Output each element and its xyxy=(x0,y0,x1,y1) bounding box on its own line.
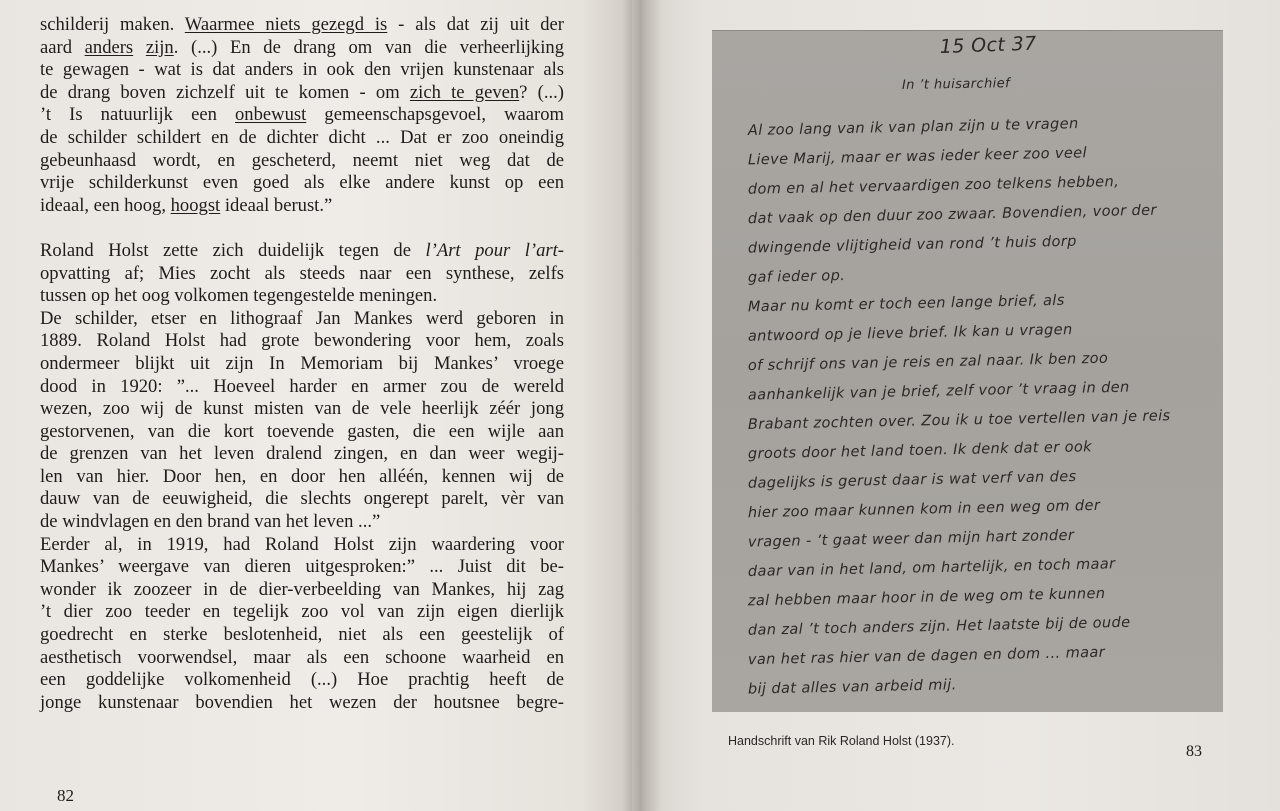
handwritten-line: of schrijf ons van je reis en zal naar. Ik ben zoo xyxy=(747,350,1109,375)
underlined-text: onbewust xyxy=(235,104,307,126)
text-line xyxy=(40,669,564,692)
handwritten-line: daar van in het land, om hartelijk, en toch maar xyxy=(747,556,1116,580)
text-run: 1889. Roland Holst had grote bewondering voor hem, zoals xyxy=(40,330,564,352)
text-line xyxy=(40,150,564,173)
text-run: vrije schilderkunst even goed als elke andere kunst op een xyxy=(40,172,564,194)
text-line xyxy=(40,14,564,37)
text-line xyxy=(40,511,564,534)
text-run: ’t Is natuurlijk een xyxy=(40,104,235,126)
text-line xyxy=(40,398,564,421)
text-run: dauw van de eeuwigheid, die slechts ongerept parelt, vèr van xyxy=(40,488,564,510)
text-line xyxy=(40,488,564,511)
text-line xyxy=(40,556,564,579)
text-run: de grenzen van het leven dralend zingen, en dan weer wegij- xyxy=(40,443,564,465)
handwritten-line: dat vaak op den duur zoo zwaar. Bovendien, voor der xyxy=(747,202,1158,228)
text-run: schilderij maken. xyxy=(40,14,185,35)
handwriting-svg xyxy=(712,31,1223,712)
text-run: wezen, zoo wij de kunst misten van de vele heerlijk zéér jong xyxy=(40,398,564,420)
text-run: aesthetisch voorwendsel, maar als een schoone waarheid en xyxy=(40,646,564,668)
text-run: de windvlagen en den brand van het leven ...” xyxy=(40,511,381,533)
handwritten-line: dom en al het vervaardigen zoo telkens hebben, xyxy=(747,174,1120,198)
figure-caption: Handschrift van Rik Roland Holst (1937). xyxy=(728,734,955,748)
text-run: te gewagen - wat is dat anders in ook den vrijen kunstenaar als xyxy=(40,59,564,81)
text-run: ’t dier zoo teeder en tegelijk zoo vol van zijn eigen dierlijk xyxy=(40,601,564,623)
text-line xyxy=(40,601,564,624)
text-line xyxy=(40,647,564,670)
handwritten-line: zal hebben maar hoor in de weg om te kunnen xyxy=(747,585,1106,610)
text-run: goedrecht en sterke beslotenheid, niet als een geestelijk of xyxy=(40,624,564,646)
handwritten-line: vragen - ’t gaat weer dan mijn hart zonder xyxy=(747,527,1075,551)
text-run: gestorvenen, van die kort toevende gasten, die een wijle aan xyxy=(40,420,564,442)
text-run: De schilder, etser en lithograaf Jan Mankes werd geboren in xyxy=(40,307,564,329)
text-run: wonder ik zoozeer in de dier-verbeelding van Mankes, hij zag xyxy=(40,578,564,600)
text-line xyxy=(40,263,564,286)
italic-text: l’Art pour l’art xyxy=(425,239,558,261)
text-run: - xyxy=(557,239,564,261)
text-run: een goddelijke volkomenheid (...) Hoe prachtig heeft de xyxy=(40,669,564,691)
handwritten-line: Brabant zochten over. Zou ik u toe vertellen van je reis xyxy=(747,408,1171,433)
handwritten-line: Al zoo lang van ik van plan zijn u te vragen xyxy=(747,116,1079,139)
underlined-text: hoogst xyxy=(170,194,221,216)
handwritten-line: Lieve Marij, maar er was ieder keer zoo veel xyxy=(747,145,1088,169)
page-number-left: 82 xyxy=(57,786,74,805)
text-run: ideaal, een hoog, xyxy=(40,194,171,216)
text-run: gemeenschapsgevoel, waarom xyxy=(306,104,564,126)
text-run: ? (...) xyxy=(519,81,564,103)
text-run: len van hier. Door hen, en door hen alléén, kennen wij de xyxy=(40,465,564,487)
text-line xyxy=(40,82,564,105)
page-number-right: 83 xyxy=(1186,743,1202,760)
handwritten-line: groots door het land toen. Ik denk dat er ook xyxy=(747,439,1093,463)
underlined-text: zijn xyxy=(145,36,174,58)
text-run: ideaal berust.” xyxy=(220,194,333,216)
handwritten-line: aanhankelijk van je brief, zelf voor ’t vraag in den xyxy=(747,379,1130,404)
text-line xyxy=(40,466,564,489)
text-line xyxy=(40,376,564,399)
paragraph-gap xyxy=(40,217,564,240)
handwritten-line: antwoord op je lieve brief. Ik kan u vragen xyxy=(747,322,1073,345)
text-run: aard xyxy=(40,36,85,58)
text-line xyxy=(40,195,564,218)
text-run xyxy=(133,37,146,58)
text-line xyxy=(40,330,564,353)
text-run: Roland Holst zette zich duidelijk tegen de xyxy=(40,239,426,261)
text-line xyxy=(40,59,564,82)
book-gutter xyxy=(622,0,662,811)
text-run: dood in 1920: ”... Hoeveel harder en armer zou de wereld xyxy=(40,375,564,397)
text-run: - als dat zij uit der xyxy=(387,14,564,35)
letter-date: 15 Oct 37 xyxy=(939,32,1038,58)
text-line xyxy=(40,127,564,150)
text-line xyxy=(40,353,564,376)
text-run: jonge kunstenaar bovendien het wezen der houtsnee begre- xyxy=(40,691,564,713)
text-run: de drang boven zichzelf uit te komen - om xyxy=(40,81,410,103)
handwritten-line: gaf ieder op. xyxy=(747,267,846,286)
letter-heading: In ’t huisarchief xyxy=(901,76,1011,93)
text-run: opvatting af; Mies zocht als steeds naar een synthese, zelfs xyxy=(40,262,564,284)
left-page-text xyxy=(40,14,564,714)
text-line xyxy=(40,285,564,308)
text-line xyxy=(40,421,564,444)
text-run: de schilder schildert en de dichter dicht ... Dat er zoo oneindig xyxy=(40,126,564,148)
text-line xyxy=(40,172,564,195)
text-line xyxy=(40,692,564,715)
text-line xyxy=(40,104,564,127)
underlined-text: Waarmee niets gezegd is xyxy=(184,14,388,35)
text-run: ondermeer blijkt uit zijn In Memoriam bij Mankes’ vroege xyxy=(40,352,564,374)
handwritten-line: dagelijks is gerust daar is wat verf van des xyxy=(747,468,1077,492)
handwritten-line: dan zal ’t toch anders zijn. Het laatste bij de oude xyxy=(747,614,1131,639)
text-run: Eerder al, in 1919, had Roland Holst zijn waardering voor xyxy=(40,533,564,555)
handwritten-line: bij dat alles van arbeid mij. xyxy=(747,677,957,698)
text-line xyxy=(40,624,564,647)
text-line xyxy=(40,579,564,602)
handwritten-line: hier zoo maar kunnen kom in een weg om der xyxy=(747,497,1101,522)
text-line xyxy=(40,240,564,263)
left-page xyxy=(0,0,632,811)
text-line xyxy=(40,308,564,331)
text-run: gebeunhaasd wordt, en gescheterd, neemt niet weg dat de xyxy=(40,149,564,171)
text-run: . (...) En de drang om van die verheerlijking xyxy=(173,36,564,58)
handwritten-line: Maar nu komt er toch een lange brief, als xyxy=(747,292,1065,316)
handwritten-line: dwingende vlijtigheid van rond ’t huis dorp xyxy=(747,233,1077,257)
text-run: tussen op het oog volkomen tegengestelde meningen. xyxy=(40,285,438,307)
handwritten-line: van het ras hier van de dagen en dom ... maar xyxy=(747,644,1106,669)
handwritten-letter-image xyxy=(712,30,1223,712)
text-run: Mankes’ weergave van dieren uitgesproken:” ... Juist dit be- xyxy=(40,556,564,578)
underlined-text: anders xyxy=(84,36,134,58)
underlined-text: zich te geven xyxy=(409,81,520,103)
text-line xyxy=(40,37,564,60)
text-line xyxy=(40,443,564,466)
text-line xyxy=(40,534,564,557)
